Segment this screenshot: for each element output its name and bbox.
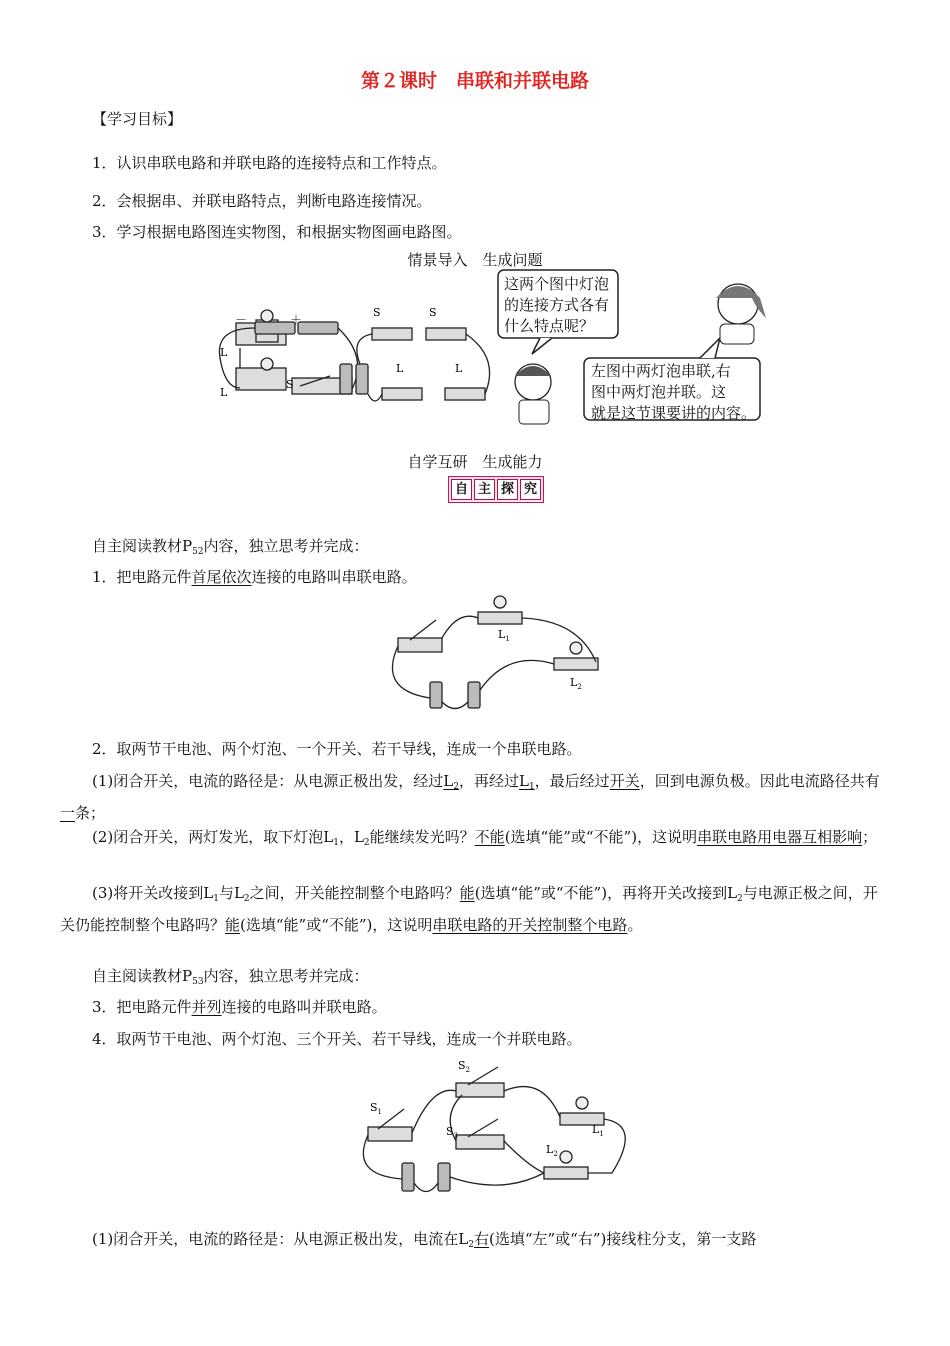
svg-text:L1: $L_1$ bbox=[498, 628, 510, 643]
svg-text:S: S bbox=[373, 306, 381, 319]
svg-text:L1: $L_1$ bbox=[592, 1123, 604, 1138]
self-study-badge: 自 主 探 究 bbox=[448, 476, 544, 503]
series-circuit-diagram bbox=[378, 590, 606, 715]
page-title: 第２课时 串联和并联电路 bbox=[360, 70, 589, 92]
svg-text:L: L bbox=[220, 386, 228, 399]
objective-3: 3．学习根据电路图连实物图，和根据实物图画电路图。 bbox=[92, 223, 462, 241]
objective-2: 2．会根据串、并联电路特点，判断电路连接情况。 bbox=[92, 192, 432, 210]
question-3: 3．把电路元件并列连接的电路叫并联电路。 bbox=[92, 998, 387, 1016]
objectives-header: 【学习目标】 bbox=[92, 110, 183, 128]
svg-text:L: L bbox=[220, 346, 228, 359]
series-path-paragraph: (1)闭合开关，电流的路径是：从电源正极出发，经过$L_2$，再经过$L_1$，最后经过开关，回到电源负极。因此电流路径共有一条； bbox=[60, 772, 880, 822]
svg-text:L2: $L_2$ bbox=[546, 1143, 558, 1158]
parallel-circuit-figure bbox=[340, 328, 490, 401]
question-bubble-text: 这两个图中灯泡 的连接方式各有 什么特点呢？ bbox=[504, 275, 610, 335]
svg-text:S1: $S_1$ bbox=[370, 1101, 383, 1116]
svg-text:S3: $S_3$ bbox=[446, 1125, 459, 1140]
svg-text:S: S bbox=[429, 306, 437, 319]
parallel-path-paragraph: (1)闭合开关，电流的路径是：从电源正极出发，电流在$L_2$右(选填“左”或“右”)接线柱分支，第一支路 bbox=[92, 1230, 757, 1250]
svg-text:S2: $S_2$ bbox=[458, 1059, 471, 1074]
read-prompt-2: 自主阅读教材$P_{53}$内容，独立思考并完成： bbox=[92, 967, 369, 987]
question-4: 4．取两节干电池、两个灯泡、三个开关、若干导线，连成一个并联电路。 bbox=[92, 1030, 582, 1048]
read-prompt-1: 自主阅读教材$P_{52}$内容，独立思考并完成： bbox=[92, 537, 369, 557]
svg-text:L2: $L_2$ bbox=[570, 676, 582, 691]
battery-icon bbox=[430, 682, 442, 708]
series-bulb-paragraph: (2)闭合开关，两灯发光，取下灯泡$L_1$，$L_2$能继续发光吗？不能(选填“能”或“不能”)，这说明串联电路用电器互相影响； bbox=[92, 828, 878, 848]
svg-text:L: L bbox=[396, 362, 404, 375]
study-heading: 自学互研 生成能力 bbox=[407, 453, 543, 471]
question-2: 2．取两节干电池、两个灯泡、一个开关、若干导线，连成一个串联电路。 bbox=[92, 740, 582, 758]
svg-text:S: S bbox=[286, 378, 294, 391]
switch-icon bbox=[410, 620, 436, 640]
bulb-icon bbox=[570, 642, 582, 654]
series-switch-paragraph: (3)将开关改接到$L_1$与$L_2$之间，开关能控制整个电路吗？能(选填“能”或“不能”)，再将开关改接到$L_2$与电源正极之间，开关仍能控制整个电路吗？能(选填“能”或“不能”)，这说明串联电路的开关控制整个电路。 bbox=[60, 884, 878, 934]
svg-text:L: L bbox=[455, 362, 463, 375]
battery-icon bbox=[468, 682, 480, 708]
svg-text:－: － bbox=[235, 313, 248, 327]
answer-bubble-text: 左图中两灯泡串联,右 图中两灯泡并联。这 就是这节课要讲的内容。 bbox=[591, 362, 757, 422]
intro-heading: 情景导入 生成问题 bbox=[407, 251, 543, 269]
parallel-circuit-diagram bbox=[352, 1055, 638, 1205]
question-1: 1．把电路元件首尾依次连接的电路叫串联电路。 bbox=[92, 568, 417, 586]
objective-1: 1．认识串联电路和并联电路的连接特点和工作特点。 bbox=[92, 154, 447, 172]
bulb-icon bbox=[494, 596, 506, 608]
svg-text:＋: ＋ bbox=[290, 313, 303, 327]
